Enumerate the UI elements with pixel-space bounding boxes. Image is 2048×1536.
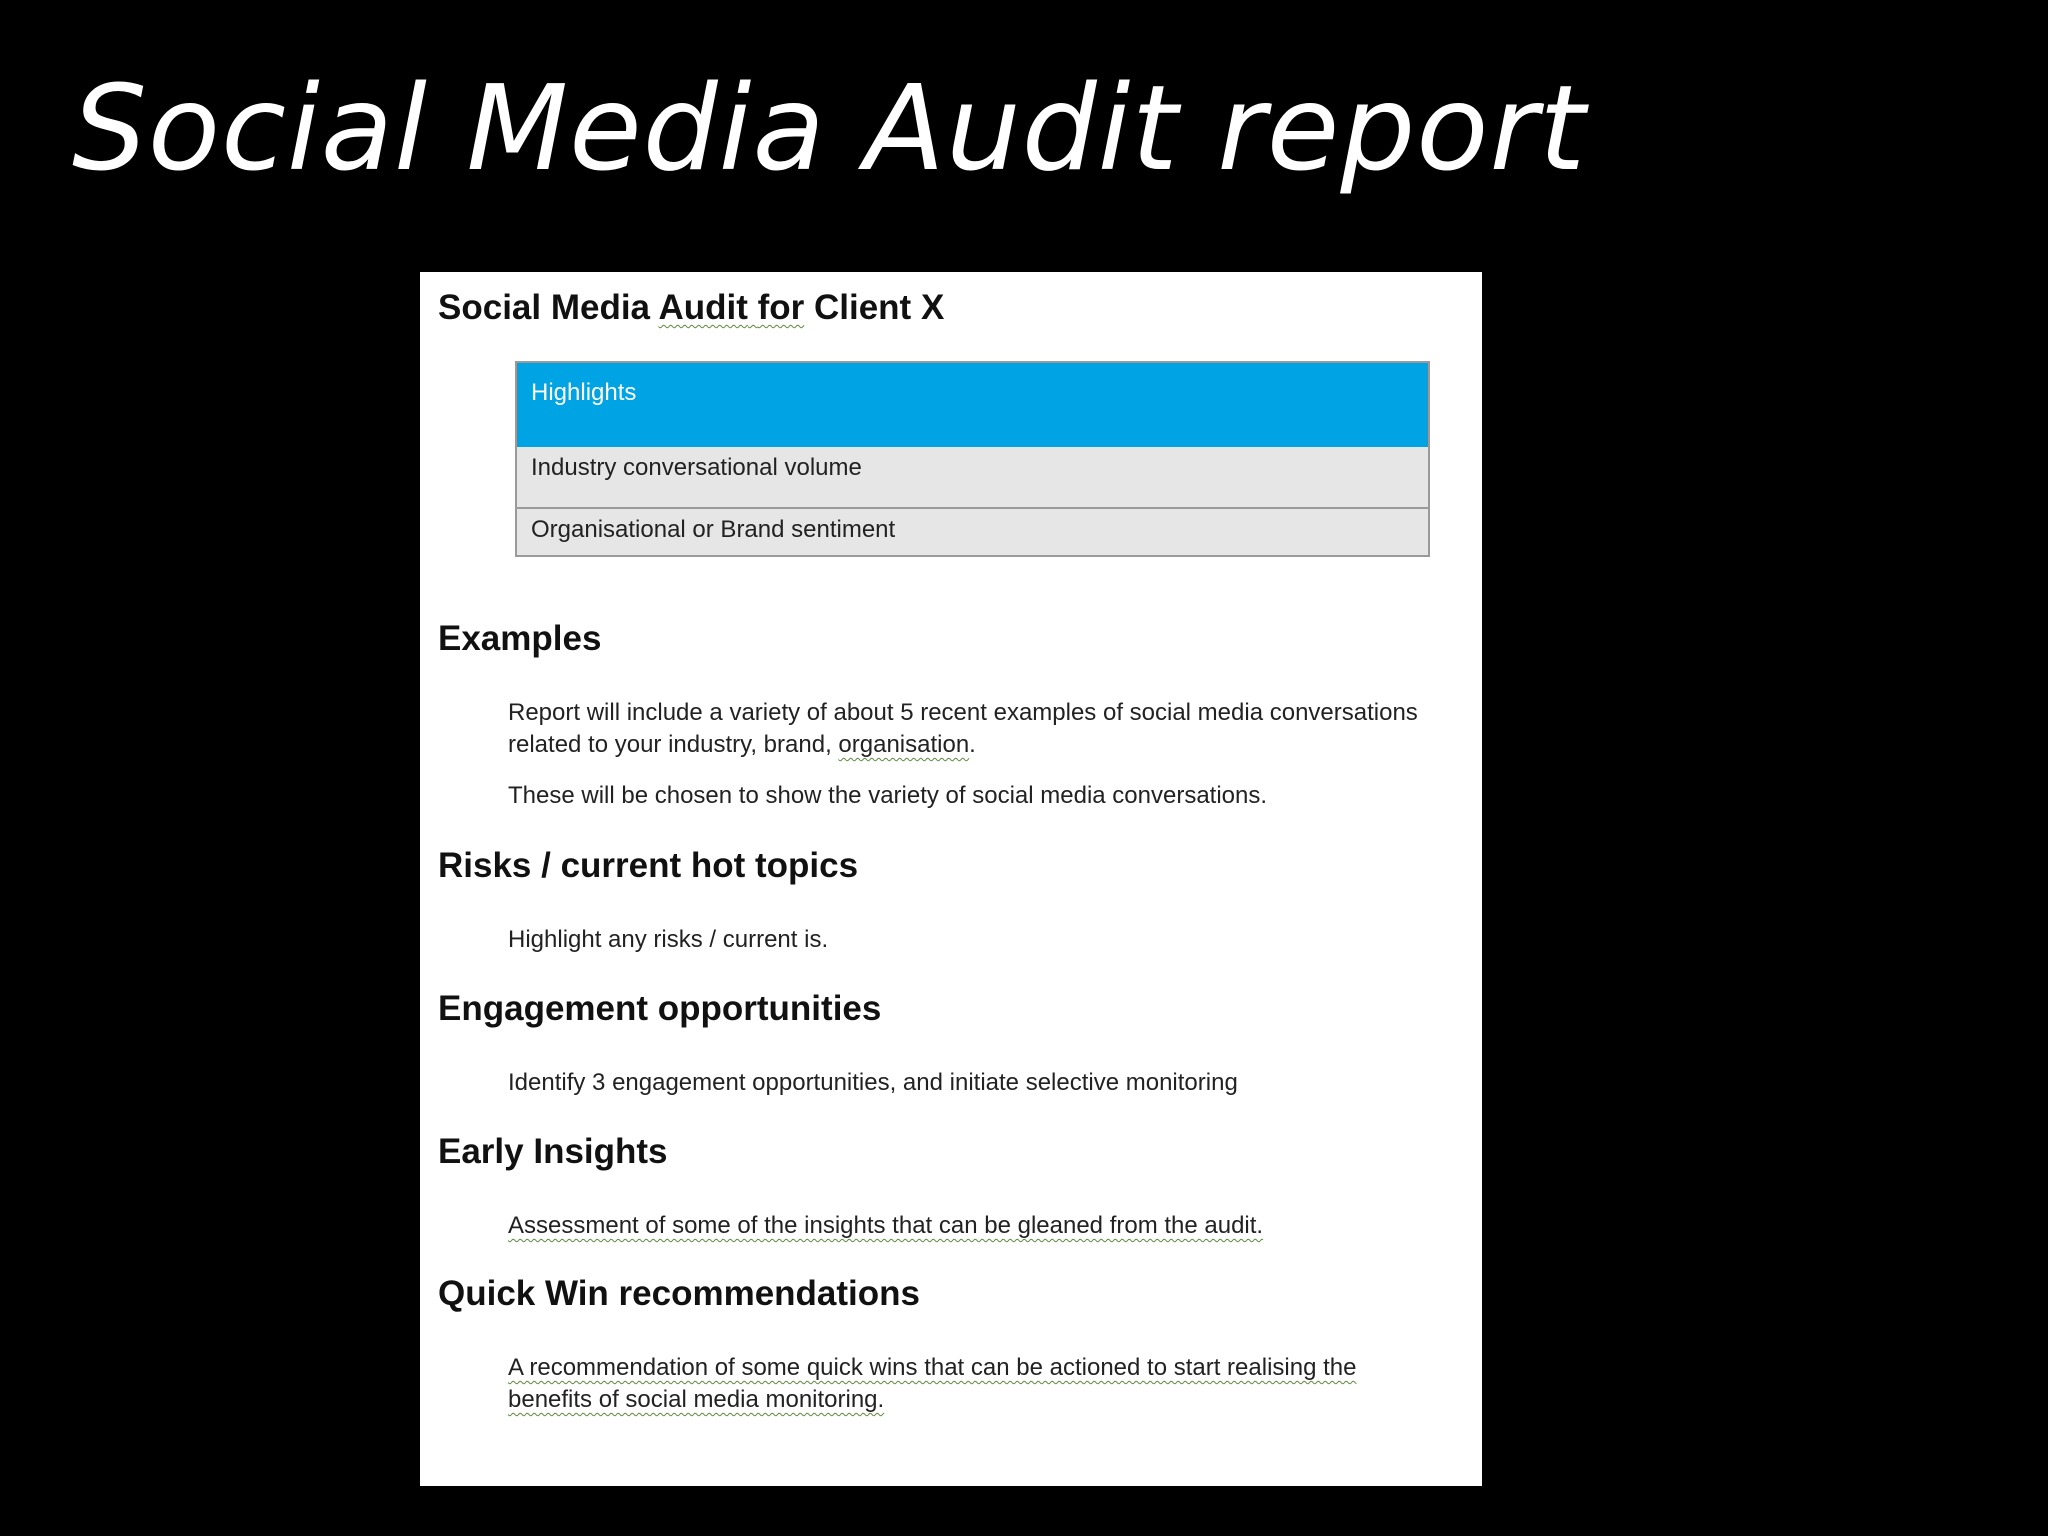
quick-win-paragraph: A recommendation of some quick wins that can be actioned to start realising the benefits of social media monitoring. bbox=[508, 1354, 1357, 1413]
highlights-row-sentiment: Organisational or Brand sentiment bbox=[517, 509, 1428, 555]
engagement-paragraph: Identify 3 engagement opportunities, and initiate selective monitoring bbox=[508, 1069, 1238, 1096]
highlights-table bbox=[515, 361, 1430, 557]
section-heading-examples: Examples bbox=[438, 619, 602, 658]
section-heading-quick-win: Quick Win recommendations bbox=[438, 1274, 921, 1313]
highlights-header: Highlights bbox=[517, 363, 1428, 447]
document-title bbox=[438, 286, 944, 330]
section-heading-engagement: Engagement opportunities bbox=[438, 989, 882, 1028]
flagged-word-organisation: organisation bbox=[838, 731, 970, 758]
section-heading-risks: Risks / current hot topics bbox=[438, 846, 859, 885]
section-heading-early-insights: Early Insights bbox=[438, 1132, 668, 1171]
document-title-audit: Audit for bbox=[658, 288, 805, 327]
document-title-prefix: Social Media bbox=[438, 288, 659, 327]
slide-title: Social Media Audit report bbox=[72, 59, 1587, 197]
risks-paragraph: Highlight any risks / current is. bbox=[508, 926, 829, 953]
examples-paragraph-2: These will be chosen to show the variety of social media conversations. bbox=[508, 782, 1268, 809]
document-page bbox=[420, 272, 1482, 1486]
highlights-row-volume: Industry conversational volume bbox=[517, 447, 1428, 509]
early-insights-paragraph: Assessment of some of the insights that can be gleaned from the audit. bbox=[508, 1212, 1264, 1239]
document-title-suffix: Client X bbox=[804, 288, 945, 327]
examples-paragraph-1: Report will include a variety of about 5 recent examples of social media conversations related to your industry, brand, organisation. bbox=[508, 699, 1418, 758]
